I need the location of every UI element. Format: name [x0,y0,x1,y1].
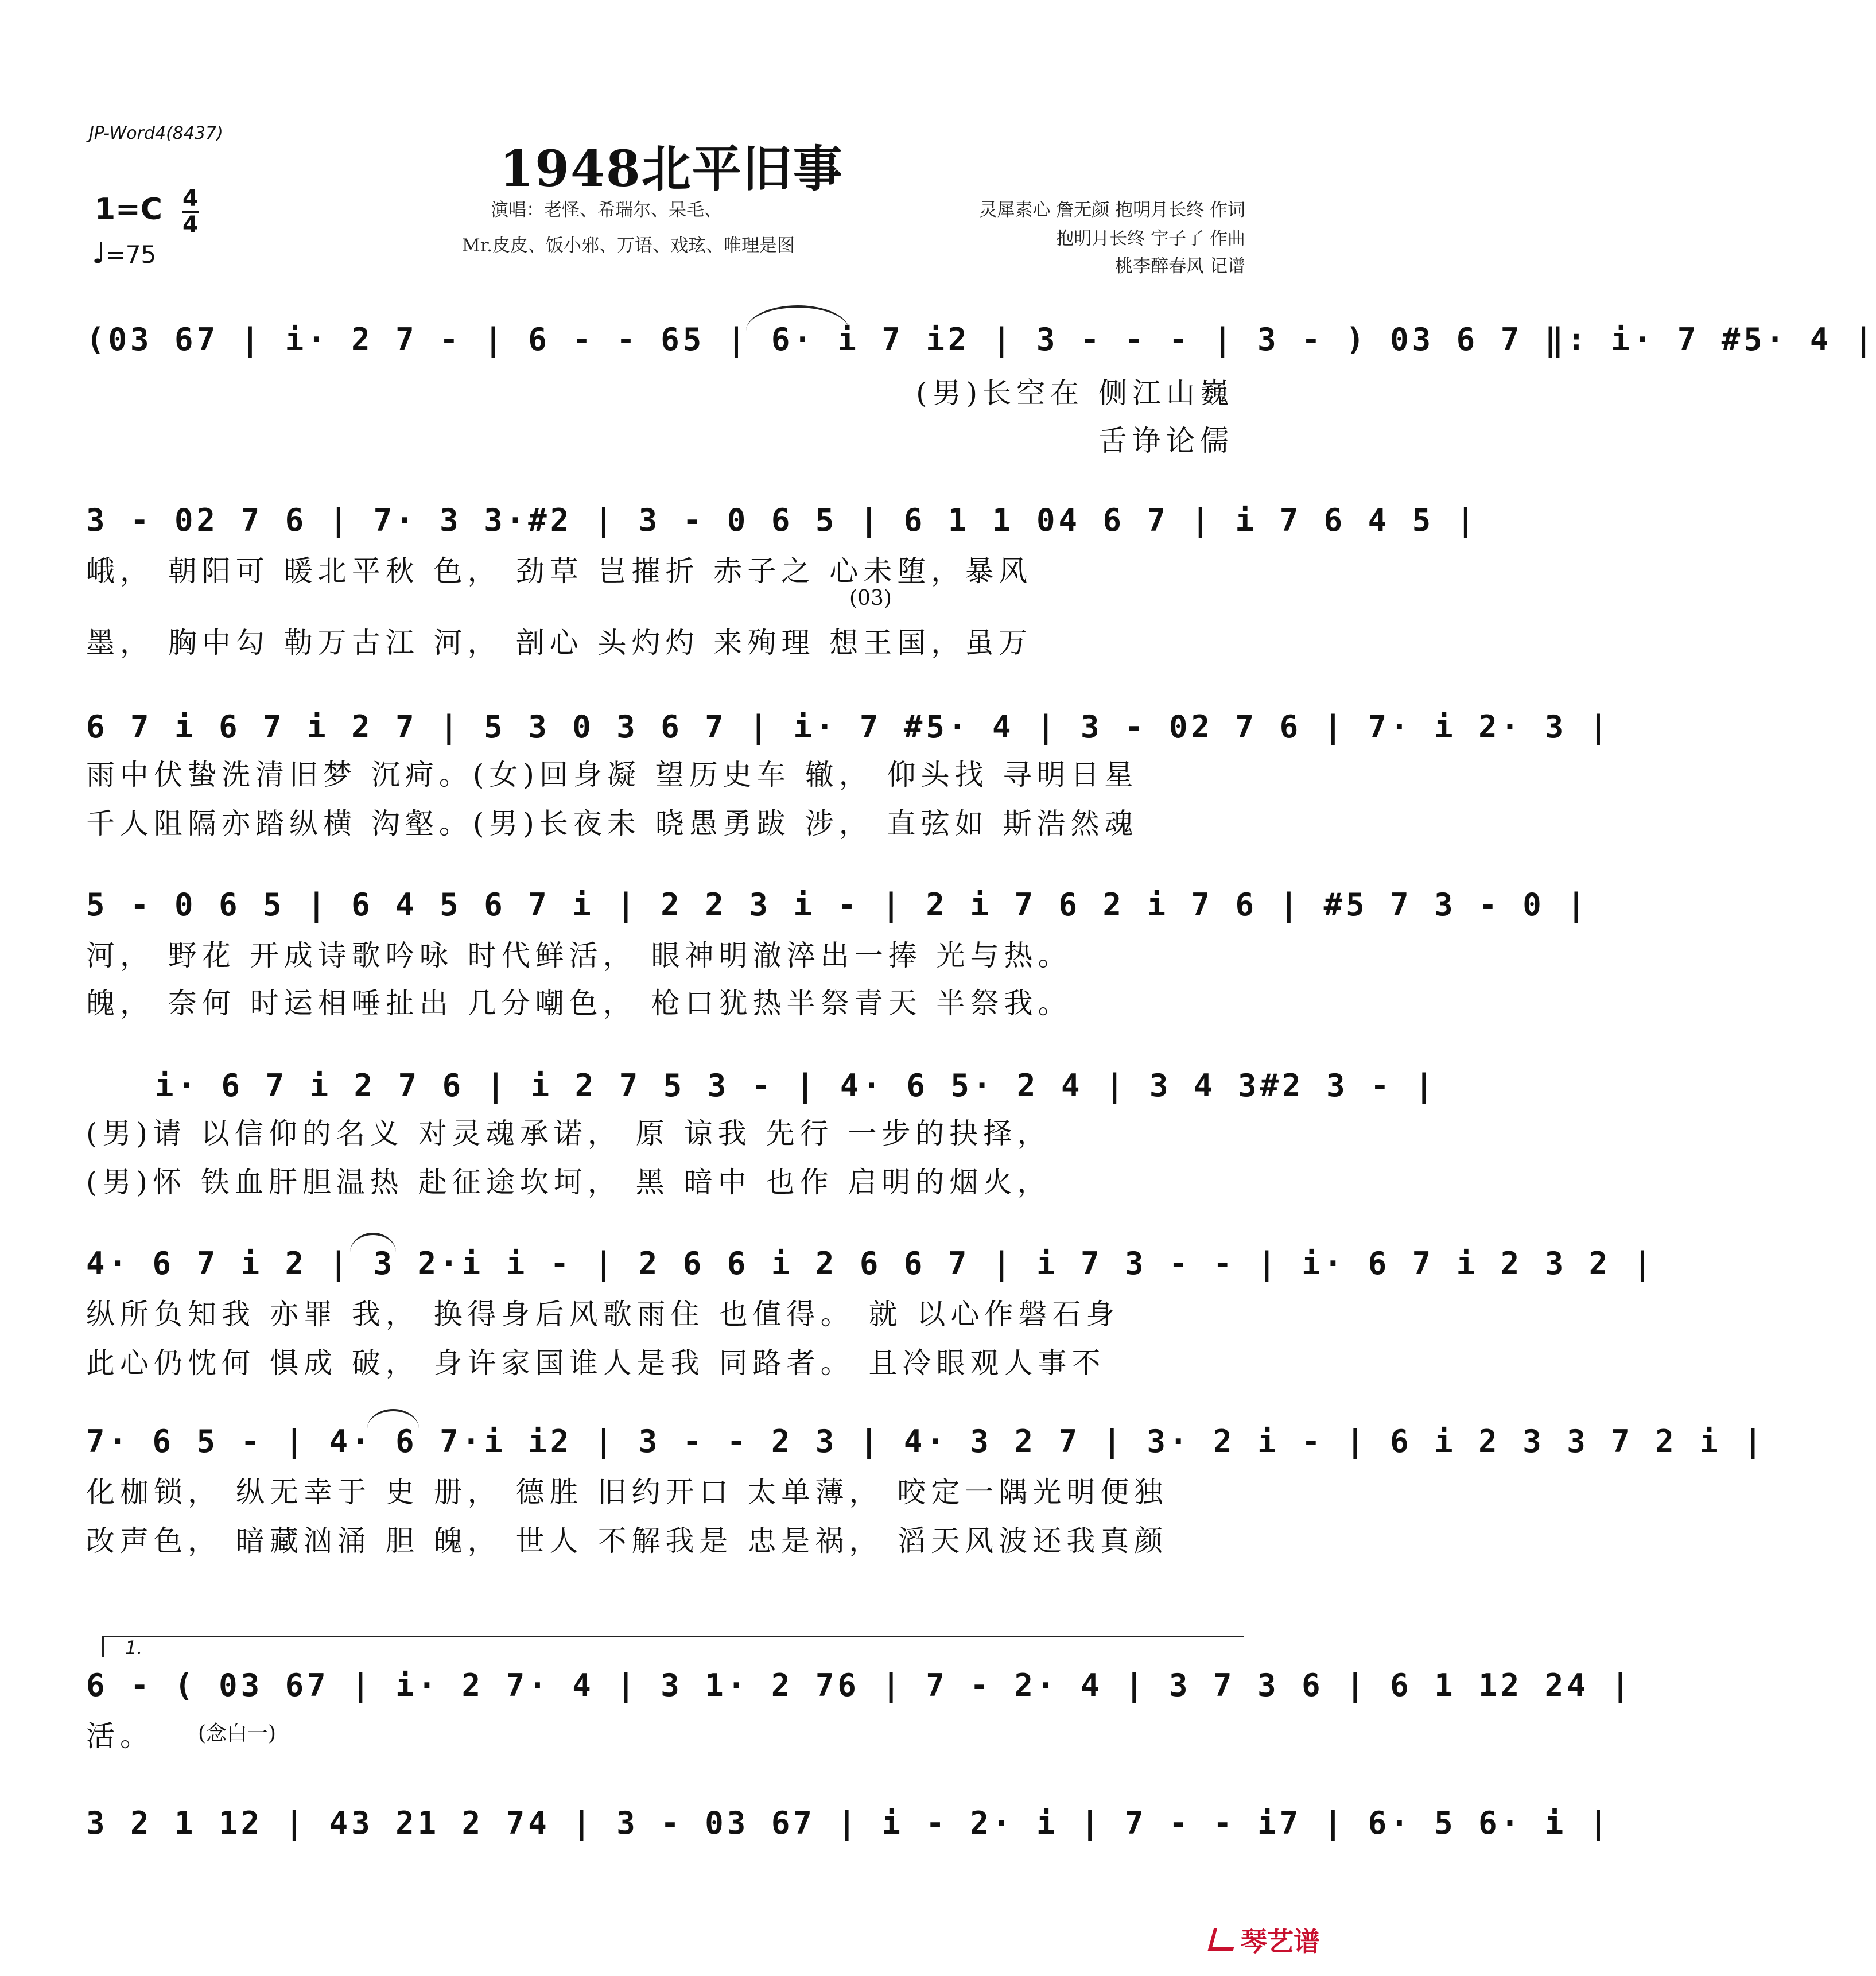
lyric-row-4-verse-2: 魄， 奈何 时运相唾扯出 几分嘲色， 枪口犹热半祭青天 半祭我。 [86,987,1072,1020]
lyric-row-2-verse-2: 墨， 胸中勾 勒万古江 河， 剖心 头灼灼 来殉理 想王国，虽万 [86,626,1033,659]
lyric-row-5-verse-1: (男)请 以信仰的名义 对灵魂承诺， 原 谅我 先行 一步的抉择， [86,1117,1051,1150]
lyric-row-7-verse-2: 改声色， 暗藏汹涌 胆 魄， 世人 不解我是 忠是祸， 滔天风波还我真颜 [86,1524,1168,1558]
lyric-row-3-verse-2: 千人阻隔亦踏纵横 沟壑。(男)长夜未 晓愚勇跋 涉， 直弦如 斯浩然魂 [86,807,1139,840]
lyric-row-1-verse-2: 舌诤论儒 [1098,424,1234,457]
singers-line-2: Mr.皮皮、饭小邪、万语、戏玹、唯理是图 [462,235,795,256]
quarter-note-icon: ♩ [92,236,106,270]
alternate-notes: (03) [849,587,892,610]
song-title: 1948北平旧事 [499,140,844,198]
time-signature-top: 4 [182,187,199,213]
lyric-row-1-verse-1: (男)长空在 侧江山巍 [916,376,1234,410]
ending-bracket-hook [102,1636,104,1657]
notation-row-4: 5 - 0 6 5 | 6 4 5 6 7 i | 2 2 3 i - | 2 i 7 6 2 i 7 6 | #5 7 3 - 0 | [86,887,1589,923]
notation-row-5: i· 6 7 i 2 7 6 | i 2 7 5 3 - | 4· 6 5· 2 4 | 3 4 3#2 3 - | [155,1067,1437,1104]
notation-row-3: 6 7 i 6 7 i 2 7 | 5 3 0 3 6 7 | i· 7 #5· 4 | 3 - 02 7 6 | 7· i 2· 3 | [86,709,1611,745]
logo-text: 琴艺谱 [1241,1926,1320,1957]
ending-bracket-line [102,1636,1244,1637]
notation-row-9: 3 2 1 12 | 43 21 2 74 | 3 - 03 67 | i - 2· i | 7 - - i7 | 6· 5 6· i | [86,1805,1611,1841]
singers-line-1: 演唱：老怪、希瑞尔、呆毛、 [491,200,722,220]
lyric-row-4-verse-1: 河， 野花 开成诗歌吟咏 时代鲜活， 眼神明澈淬出一捧 光与热。 [86,939,1072,972]
tempo-value: =75 [105,240,157,269]
lyric-row-5-verse-2: (男)怀 铁血肝胆温热 赴征途坎坷， 黑 暗中 也作 启明的烟火， [86,1166,1051,1199]
lyric-row-2-verse-1: 峨， 朝阳可 暖北平秋 色， 劲草 岂摧折 赤子之 心未堕，暴风 [86,554,1033,588]
tempo-marking [92,236,156,270]
time-signature [182,187,199,236]
key-signature: 1=C [95,192,162,227]
site-logo [1211,1921,1320,1959]
composers-credit: 抱明月长终 宇子了 作曲 [1056,228,1245,249]
lyric-row-6-verse-2: 此心仍忱何 惧成 破， 身许家国谁人是我 同路者。 且冷眼观人事不 [86,1346,1106,1380]
lyric-row-6-verse-1: 纵所负知我 亦罪 我， 换得身后风歌雨住 也值得。 就 以心作磐石身 [86,1298,1120,1331]
transcriber-credit: 桃李醉春风 记谱 [1115,256,1245,277]
lyric-row-8-verse-1: 活。 [86,1719,154,1753]
software-label: JP-Word4(8437) [89,123,223,143]
notation-row-2: 3 - 02 7 6 | 7· 3 3·#2 | 3 - 0 6 5 | 6 1 1 04 6 7 | i 7 6 4 5 | [86,502,1479,538]
spoken-word-note: (念白一) [198,1722,277,1745]
notation-row-1: (03 67 | i· 2 7 - | 6 - - 65 | 6· i 7 i2 | 3 - - - | 3 - ) 03 6 7 ‖: i· 7 #5· 4 | [86,321,1876,358]
time-signature-bottom: 4 [182,212,199,238]
notation-row-7: 7· 6 5 - | 4· 6 7·i i2 | 3 - - 2 3 | 4· 3 2 7 | 3· 2 i - | 6 i 2 3 3 7 2 i | [86,1423,1766,1459]
notation-row-6: 4· 6 7 i 2 | 3 2·i i - | 2 6 6 i 2 6 6 7 | i 7 3 - - | i· 6 7 i 2 3 2 | [86,1245,1656,1282]
lyric-row-3-verse-1: 雨中伏蛰洗清旧梦 沉疴。(女)回身凝 望历史车 辙， 仰头找 寻明日星 [86,758,1139,791]
lyric-row-7-verse-1: 化枷锁， 纵无幸于 史 册， 德胜 旧约开口 太单薄， 咬定一隅光明便独 [86,1476,1168,1509]
notation-row-8: 6 - ( 03 67 | i· 2 7· 4 | 3 1· 2 76 | 7 - 2· 4 | 3 7 3 6 | 6 1 12 24 | [86,1667,1633,1703]
first-ending-number: 1. [125,1637,143,1659]
lyricists-credit: 灵犀素心 詹无颜 抱明月长终 作词 [979,200,1245,220]
logo-mark-icon [1208,1928,1240,1951]
